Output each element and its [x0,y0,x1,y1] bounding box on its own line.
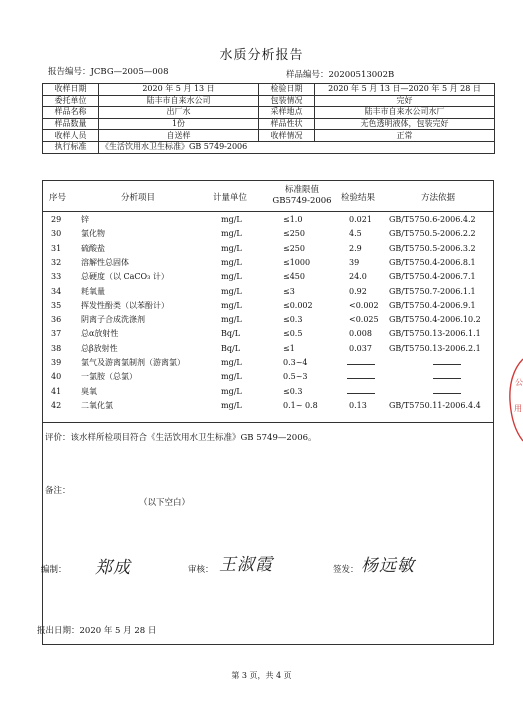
cell-item: 臭氧 [81,386,97,396]
cell-result [347,356,375,369]
cell-item: 氯化物 [81,229,105,239]
info-value: 1份 [99,118,259,130]
sample-number-value: 20200513002B [328,70,395,80]
info-label: 收样日期 [43,84,99,96]
blank-note: （以下空白） [139,498,191,508]
approved-signature: 杨远敏 [361,556,415,576]
empty-dash [433,387,461,394]
cell-result: 24.0 [349,272,367,282]
cell-method: GB/T5750.13-2006.1.1 [389,329,481,339]
cell-no: 38 [51,343,62,353]
cell-unit: mg/L [221,300,242,310]
info-row [43,95,495,107]
cell-item: 氯气及游离氯制剂（游离氯） [81,358,185,367]
reviewed-signature: 王淑霞 [219,555,273,575]
cell-item: 一氯胺（总氯） [81,372,137,382]
cell-method: GB/T5750.5-2006.3.2 [389,243,476,253]
header-limit-line2: GB5749-2006 [272,196,332,206]
lower-section [37,423,494,645]
cell-item: 锌 [81,215,89,224]
cell-no: 31 [51,243,62,253]
cell-item: 阴离子合成洗涤剂 [81,315,145,325]
standard-value: 《生活饮用水卫生标准》GB 5749-2006 [99,141,495,153]
result-row [43,356,493,369]
cell-no: 41 [51,386,62,396]
empty-dash [347,372,375,379]
report-number [48,65,168,77]
cell-limit: 0.3~4 [283,358,308,367]
result-row [43,227,493,240]
cell-unit: mg/L [221,229,242,239]
cell-method [433,385,461,398]
page-footer: 第 3 页，共 4 页 [231,671,292,680]
cell-result: 0.008 [349,329,372,339]
cell-item: 挥发性酚类（以苯酚计） [81,300,169,310]
cell-limit: ≤0.3 [283,386,303,396]
cell-item: 溶解性总固体 [81,257,129,267]
cell-unit: mg/L [221,372,242,382]
cell-method: GB/T5750.6-2006.4.2 [389,215,476,224]
compiled-label: 编制： [41,565,67,575]
svg-text:公: 公 [515,378,523,387]
empty-dash [347,358,375,365]
cell-limit: ≤250 [283,243,305,253]
info-row [43,141,495,153]
cell-no: 32 [51,257,62,267]
sample-number [286,68,394,80]
cell-result: 39 [349,257,360,267]
cell-item: 总β放射性 [81,343,118,353]
info-label: 采样地点 [259,107,315,119]
header-method: 方法依据 [421,193,456,203]
info-value: 自送样 [99,130,259,142]
cell-no: 29 [51,215,62,224]
result-row [43,285,493,298]
issue-date: 报出日期：2020 年 5 月 28 日 [37,626,157,636]
cell-item: 二氧化氯 [81,400,113,410]
info-value: 无色透明液体，包装完好 [315,118,495,130]
cell-method [433,370,461,383]
cell-no: 39 [51,358,62,367]
result-row [43,342,493,355]
info-label: 检验日期 [259,84,315,96]
cell-method: GB/T5750.4-2006.7.1 [389,272,476,282]
info-label: 收样人员 [43,130,99,142]
cell-method: GB/T5750.7-2006.1.1 [389,286,476,296]
cell-result: 2.9 [349,243,362,253]
report-number-value: JCBG—2005—008 [90,67,169,77]
header-no: 序号 [49,193,67,203]
info-label: 样品名称 [43,107,99,119]
info-value: 完好 [315,95,495,107]
sample-number-label: 样品编号： [286,70,329,80]
cell-limit: 0.1~ 0.8 [283,400,318,410]
cell-unit: mg/L [221,400,242,410]
result-row [43,370,493,383]
info-value: 2020 年 5 月 13 日—2020 年 5 月 28 日 [315,84,495,96]
info-label: 样品数量 [43,118,99,130]
cell-no: 40 [51,372,62,382]
result-row [43,313,493,326]
result-row [43,270,493,283]
info-label: 包装情况 [259,95,315,107]
info-value: 陆丰市自来水公司 [99,95,259,107]
info-row [43,107,495,119]
cell-unit: mg/L [221,243,242,253]
result-row [43,213,493,226]
cell-item: 硫酸盐 [81,243,105,253]
info-value: 陆丰市自来水公司水厂 [315,107,495,119]
info-label: 执行标准 [43,141,99,153]
cell-item: 总硬度（以 CaCO₃ 计） [81,272,169,282]
remarks-label: 备注： [45,486,71,496]
cell-unit: mg/L [221,315,242,325]
cell-no: 36 [51,315,62,325]
cell-method: GB/T5750.4-2006.8.1 [389,257,476,267]
cell-method: GB/T5750.4-2006.9.1 [389,300,476,310]
cell-limit: 0.5~3 [283,372,308,382]
cell-unit: Bq/L [221,329,241,339]
info-row [43,84,495,96]
reviewed-label: 审核： [188,565,214,575]
cell-unit: mg/L [221,358,242,367]
info-value: 出厂水 [99,107,259,119]
cell-result: <0.002 [349,300,379,310]
cell-result: 0.13 [349,400,367,410]
result-row [43,385,493,398]
seal-stamp-fragment [505,355,523,445]
svg-text:用: 用 [514,404,522,413]
cell-limit: ≤3 [283,286,295,296]
sample-info-table [42,83,495,154]
cell-method [433,356,461,369]
cell-unit: mg/L [221,272,242,282]
cell-unit: mg/L [221,386,242,396]
report-number-label: 报告编号： [48,67,91,77]
cell-unit: mg/L [221,215,242,224]
cell-unit: mg/L [221,286,242,296]
header-result: 检验结果 [341,193,376,203]
cell-no: 34 [51,286,62,296]
cell-method: GB/T5750.11-2006.4.4 [389,400,481,410]
cell-result [347,385,375,398]
result-row [43,299,493,312]
header-limit-line1: 标准限值 [284,185,319,195]
cell-result: 0.92 [349,286,367,296]
header-limit [267,185,337,207]
results-header [43,181,493,212]
cell-method: GB/T5750.13-2006.2.1 [389,343,481,353]
info-label: 收样情况 [259,130,315,142]
cell-limit: ≤1 [283,343,295,353]
approved-label: 签发： [333,565,359,575]
header-item: 分析项目 [121,193,156,203]
result-row [43,242,493,255]
empty-dash [433,372,461,379]
cell-result: 4.5 [349,229,362,239]
cell-item: 耗氧量 [81,286,105,296]
header-unit: 计量单位 [213,193,248,203]
result-row [43,256,493,269]
cell-limit: ≤0.3 [283,315,303,325]
cell-limit: ≤1000 [283,257,311,267]
empty-dash [433,358,461,365]
cell-no: 35 [51,300,62,310]
cell-item: 总α放射性 [81,329,119,339]
report-title: 水质分析报告 [219,48,304,63]
result-row [43,327,493,340]
evaluation-text: 评价：该水样所检项目符合《生活饮用水卫生标准》GB 5749—2006。 [45,433,317,443]
info-label: 委托单位 [43,95,99,107]
cell-no: 37 [51,329,62,339]
info-label: 样品性状 [259,118,315,130]
cell-result: 0.021 [349,215,372,224]
cell-limit: ≤1.0 [283,215,303,224]
cell-no: 33 [51,272,62,282]
cell-unit: mg/L [221,257,242,267]
cell-no: 30 [51,229,62,239]
cell-method: GB/T5750.5-2006.2.2 [389,229,476,239]
empty-dash [347,387,375,394]
cell-limit: ≤450 [283,272,305,282]
cell-result: 0.037 [349,343,372,353]
cell-method: GB/T5750.4-2006.10.2 [389,315,481,325]
cell-unit: Bq/L [221,343,241,353]
info-value: 2020 年 5 月 13 日 [99,84,259,96]
cell-result [347,370,375,383]
compiled-signature: 郑成 [95,558,131,578]
cell-limit: ≤0.5 [283,329,303,339]
cell-result: <0.025 [349,315,379,325]
results-table [42,180,494,423]
cell-limit: ≤0.002 [283,300,313,310]
cell-no: 42 [51,400,62,410]
cell-limit: ≤250 [283,229,305,239]
info-row [43,130,495,142]
result-row [43,399,493,412]
info-row [43,118,495,130]
info-value: 正常 [315,130,495,142]
